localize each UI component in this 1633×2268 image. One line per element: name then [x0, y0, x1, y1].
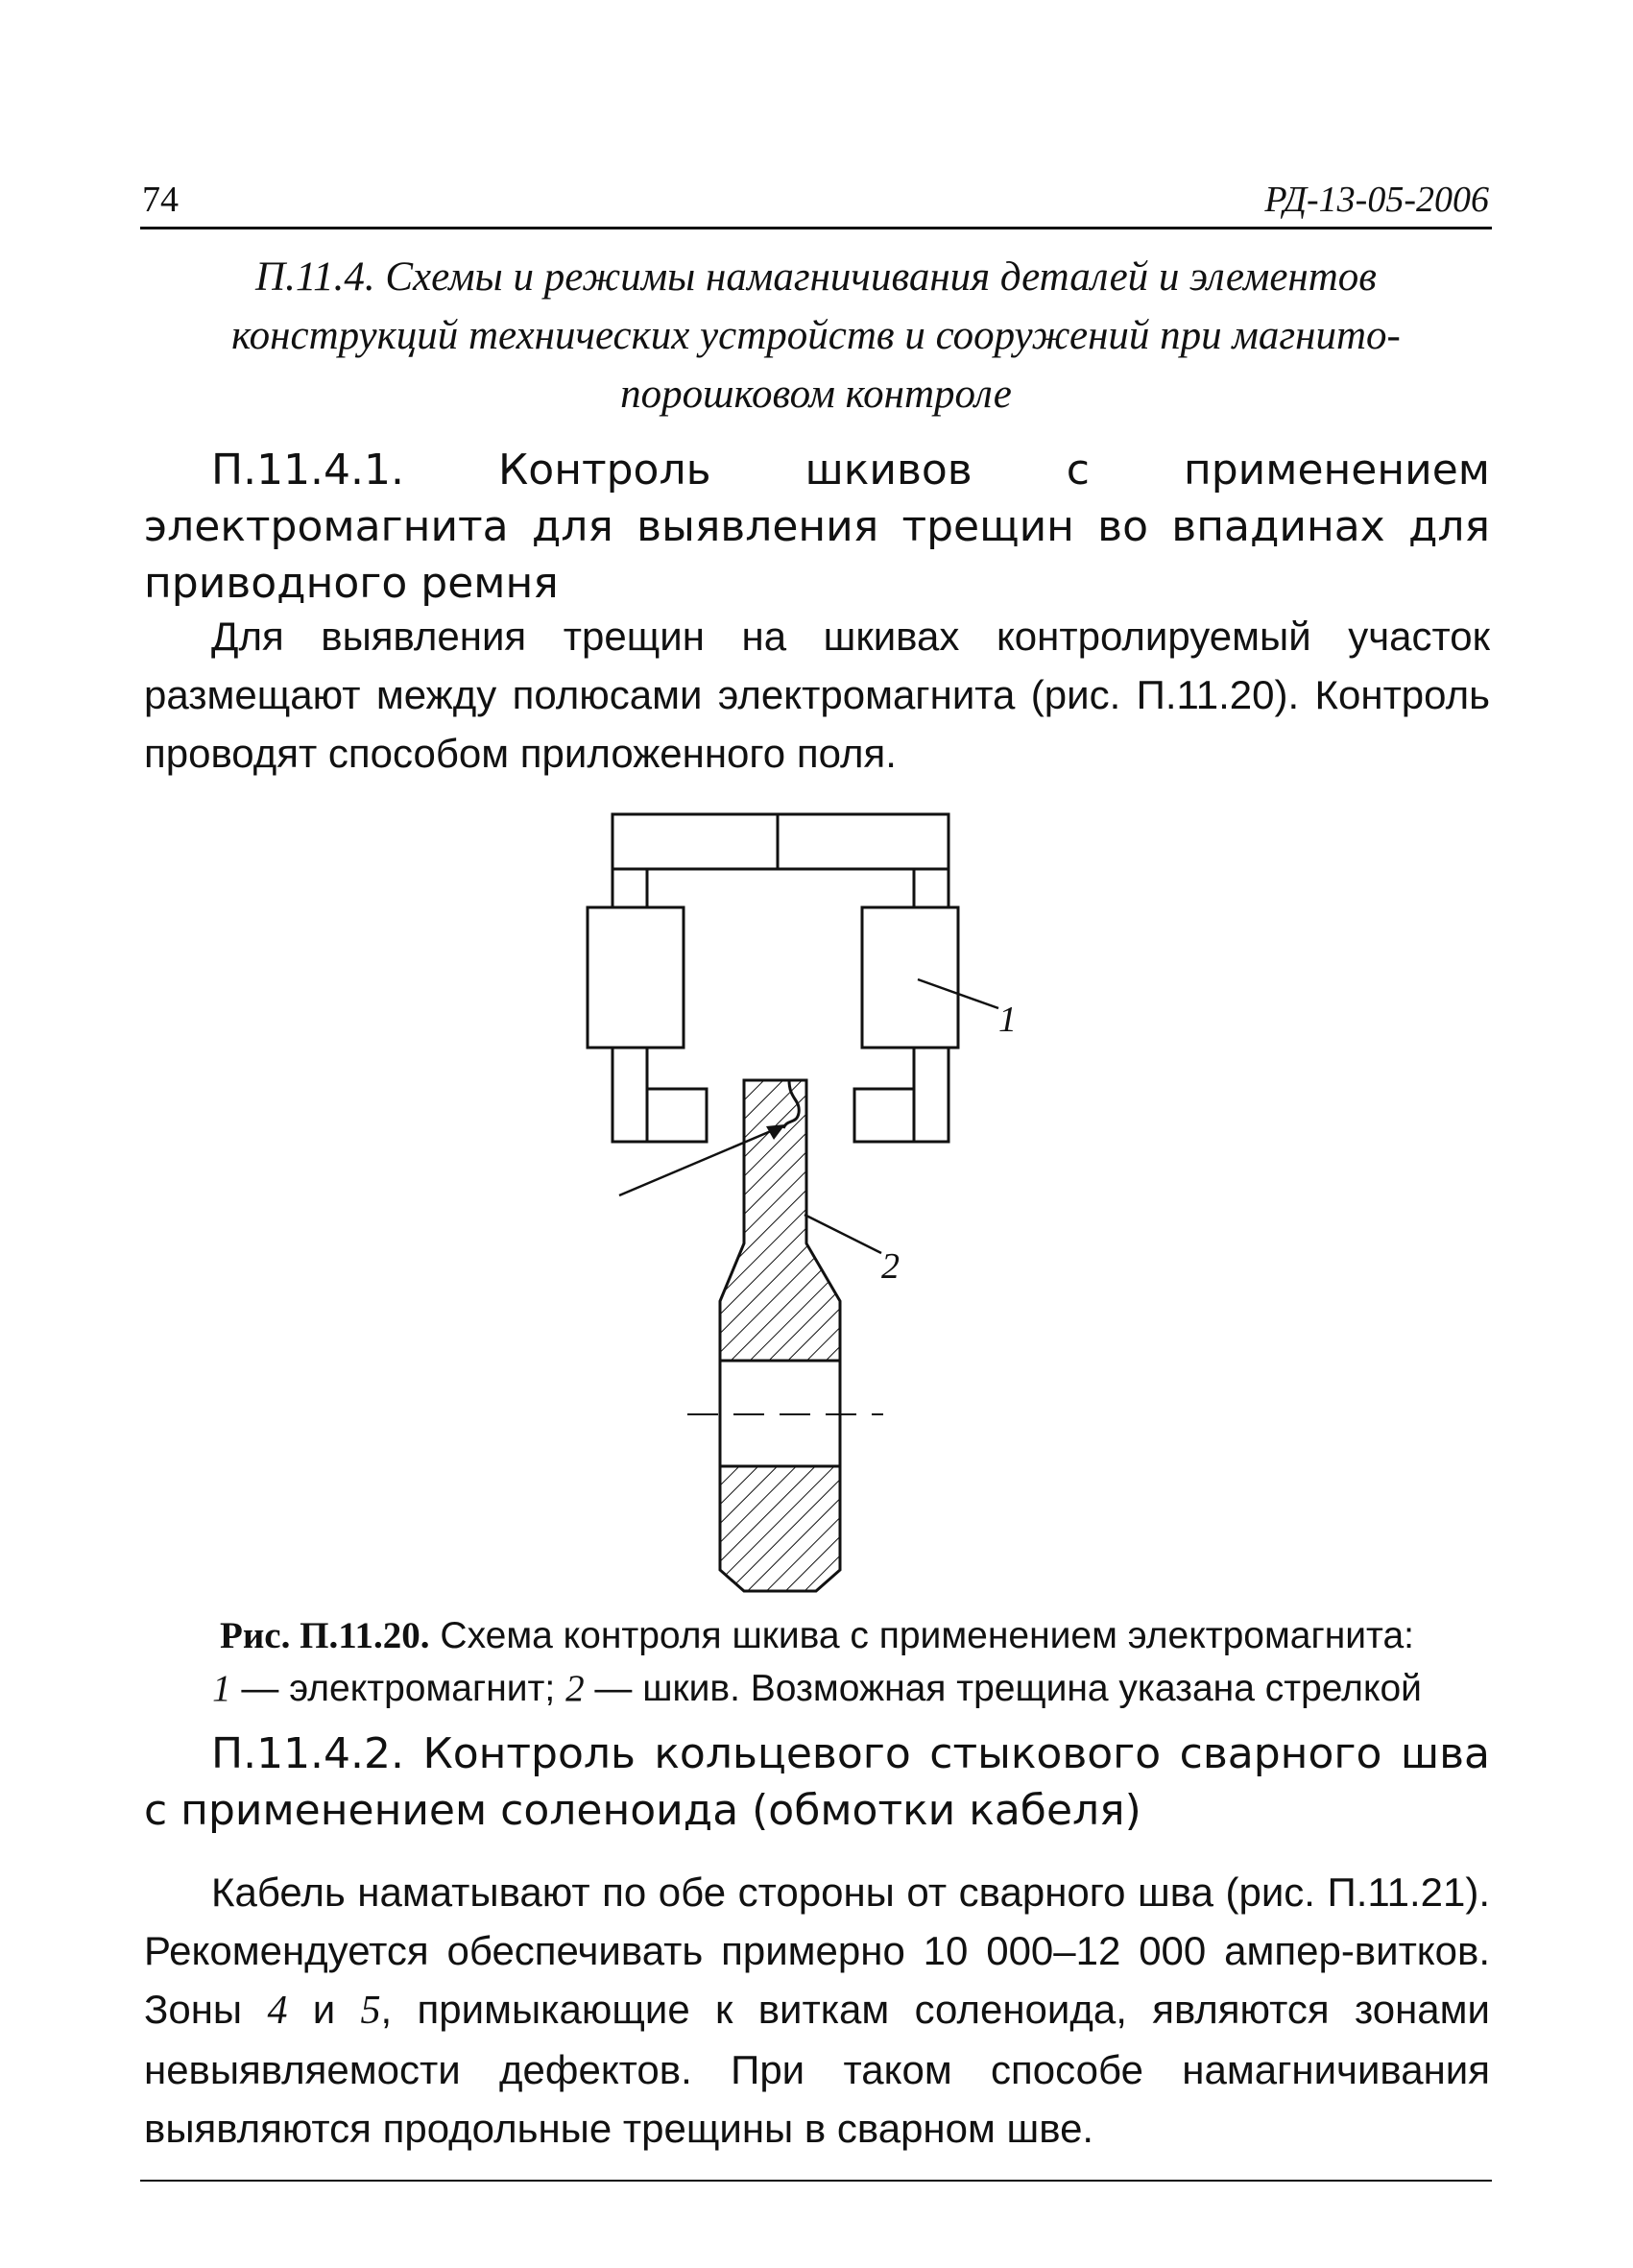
zone-number-4: 4	[267, 1989, 288, 2033]
body-text-part-2: и	[287, 1987, 361, 2032]
section-body-pulley: Для выявления трещин на шкивах контролируемый участок размещают между полюсами электромагнита (рис. П.11.20). Контроль проводят способом приложенного поля.	[144, 614, 1490, 776]
pole-shoe-left	[647, 1089, 707, 1142]
caption-item-2: — шкив. Возможная трещина указана стрелкой	[584, 1668, 1422, 1709]
section-body-weld	[144, 1863, 1490, 2158]
page-number: 74	[142, 180, 179, 220]
caption-label: Рис. П.11.20.	[220, 1615, 430, 1656]
figure-caption	[144, 1609, 1490, 1715]
coil-left	[588, 907, 684, 1048]
body-text-part-3: , примыкающие к виткам соленоида, являются зонами невыявляемости дефектов. При таком способе намагничивания выявляются продольные трещины в сварном шве.	[144, 1987, 1490, 2151]
document-code: РД-13-05-2006	[1264, 180, 1489, 220]
appendix-title-line-1: П.11.4. Схемы и режимы намагничивания деталей и элементов	[255, 254, 1377, 300]
footer-rule	[140, 2180, 1492, 2182]
section-heading-weld: П.11.4.2. Контроль кольцевого стыкового сварного шва с применением соленоида (обмотки кабеля)	[144, 1729, 1490, 1835]
figure-electromagnet-pulley	[576, 811, 1075, 1594]
caption-item-1: — электромагнит;	[230, 1668, 566, 1709]
appendix-title-line-2: конструкций технических устройств и сооружений при магнито-	[231, 313, 1401, 358]
header-rule	[140, 227, 1492, 229]
caption-line-1	[144, 1609, 1490, 1662]
coil-right	[862, 907, 958, 1048]
pole-shoe-right	[854, 1089, 914, 1142]
appendix-title	[154, 248, 1478, 423]
body-text-part-1: Кабель наматывают по обе стороны от сварного шва (рис. П.11.21). Рекомендуется обеспечивать примерно 10 000–12 000 ампер-витков. Зоны	[144, 1870, 1490, 2032]
appendix-title-line-3: порошковом контроле	[620, 372, 1012, 417]
caption-number-2: 2	[565, 1668, 585, 1709]
caption-line-2	[144, 1662, 1490, 1715]
zone-number-5: 5	[360, 1989, 381, 2033]
figure-label-2: 2	[881, 1246, 900, 1287]
leader-line-2	[804, 1215, 881, 1253]
pulley	[687, 1080, 883, 1591]
section-heading-pulley: П.11.4.1. Контроль шкивов с применением электромагнита для выявления трещин во впадинах для приводного ремня	[144, 446, 1490, 608]
caption-text: Схема контроля шкива с применением электромагнита:	[429, 1615, 1414, 1656]
caption-number-1: 1	[212, 1668, 231, 1709]
figure-label-1: 1	[998, 1000, 1017, 1040]
